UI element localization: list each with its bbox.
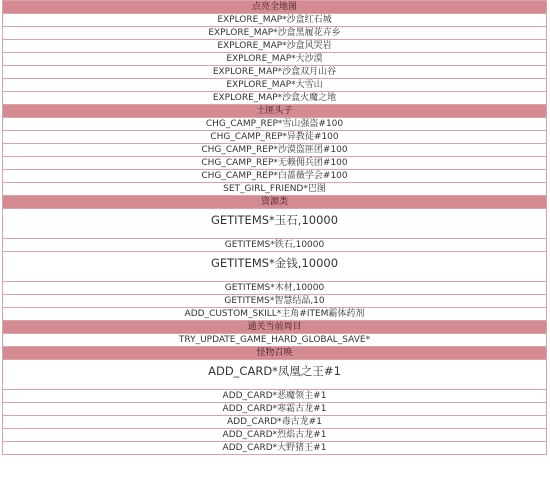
section-header-row	[3, 321, 547, 334]
cheat-code-text[interactable]: ADD_CARD*烈焰古龙#1	[3, 429, 547, 442]
cheat-table-body	[3, 1, 547, 455]
section-title: 土匪头子	[3, 105, 547, 118]
code-row	[3, 157, 547, 170]
cheat-code-text[interactable]: CHG_CAMP_REP*雪山强盗#100	[3, 118, 547, 131]
code-row	[3, 66, 547, 79]
cheat-code-text[interactable]: TRY_UPDATE_GAME_HARD_GLOBAL_SAVE*	[3, 334, 547, 347]
cheat-code-text[interactable]: EXPLORE_MAP*沙盒风哭岩	[3, 40, 547, 53]
cheat-code-text[interactable]: EXPLORE_MAP*沙盒双月山谷	[3, 66, 547, 79]
cheat-code-text[interactable]: GETITEMS*金钱,10000	[3, 252, 547, 282]
section-header-row	[3, 1, 547, 14]
code-row	[3, 429, 547, 442]
code-row	[3, 442, 547, 455]
cheat-code-text[interactable]: EXPLORE_MAP*大沙漠	[3, 53, 547, 66]
cheat-code-text[interactable]: ADD_CARD*寒霜古龙#1	[3, 403, 547, 416]
code-row	[3, 239, 547, 252]
code-row	[3, 295, 547, 308]
code-row	[3, 118, 547, 131]
cheat-code-text[interactable]: EXPLORE_MAP*大雪山	[3, 79, 547, 92]
cheat-code-text[interactable]: SET_GIRL_FRIEND*巴图	[3, 183, 547, 196]
section-header-row	[3, 196, 547, 209]
section-header-row	[3, 105, 547, 118]
code-row	[3, 183, 547, 196]
code-row	[3, 40, 547, 53]
code-row	[3, 282, 547, 295]
cheat-code-text[interactable]: ADD_CARD*毒古龙#1	[3, 416, 547, 429]
cheat-code-text[interactable]: GETITEMS*智慧结晶,10	[3, 295, 547, 308]
code-row	[3, 79, 547, 92]
section-title: 通关当前周目	[3, 321, 547, 334]
cheat-code-text[interactable]: EXPLORE_MAP*沙盒黑履花卉乡	[3, 27, 547, 40]
code-row	[3, 144, 547, 157]
code-row	[3, 53, 547, 66]
section-header-row	[3, 347, 547, 360]
code-row	[3, 27, 547, 40]
cheat-code-text[interactable]: CHG_CAMP_REP*无赖佣兵团#100	[3, 157, 547, 170]
cheat-code-text[interactable]: ADD_CARD*凤凰之王#1	[3, 360, 547, 390]
code-row	[3, 390, 547, 403]
code-row	[3, 209, 547, 239]
code-row	[3, 131, 547, 144]
cheat-code-text[interactable]: ADD_CARD*大野猪王#1	[3, 442, 547, 455]
cheat-code-text[interactable]: GETITEMS*玉石,10000	[3, 209, 547, 239]
cheat-code-text[interactable]: GETITEMS*木材,10000	[3, 282, 547, 295]
code-row	[3, 170, 547, 183]
code-row	[3, 416, 547, 429]
cheat-code-text[interactable]: CHG_CAMP_REP*沙漠盗匪团#100	[3, 144, 547, 157]
code-row	[3, 252, 547, 282]
code-row	[3, 14, 547, 27]
cheat-code-text[interactable]: ADD_CARD*恶魔领主#1	[3, 390, 547, 403]
cheat-code-text[interactable]: ADD_CUSTOM_SKILL*主角#ITEM霸体药剂	[3, 308, 547, 321]
section-title: 怪物召唤	[3, 347, 547, 360]
code-row	[3, 334, 547, 347]
section-title: 资源类	[3, 196, 547, 209]
section-title: 点亮全地图	[3, 1, 547, 14]
cheat-code-text[interactable]: CHG_CAMP_REP*白蔷薇学会#100	[3, 170, 547, 183]
code-row	[3, 92, 547, 105]
cheat-code-text[interactable]: CHG_CAMP_REP*异教徒#100	[3, 131, 547, 144]
cheat-code-text[interactable]: GETITEMS*铁石,10000	[3, 239, 547, 252]
code-row	[3, 308, 547, 321]
cheat-code-table	[2, 0, 547, 455]
code-row	[3, 360, 547, 390]
cheat-code-text[interactable]: EXPLORE_MAP*沙盒红石城	[3, 14, 547, 27]
code-row	[3, 403, 547, 416]
cheat-code-text[interactable]: EXPLORE_MAP*沙盒火魔之地	[3, 92, 547, 105]
